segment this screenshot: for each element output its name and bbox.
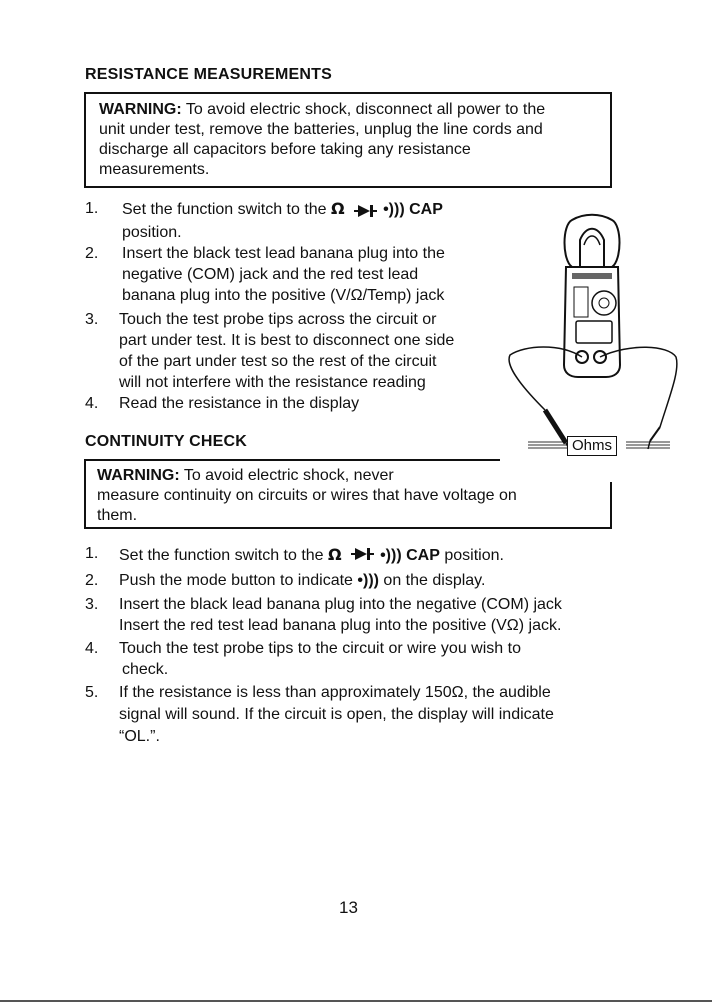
resistance-warning-line-4: measurements. [99, 161, 210, 178]
step-number: 3. [85, 596, 99, 613]
step-number: 1. [85, 200, 99, 217]
step-line: of the part under test so the rest of the circuit [119, 353, 437, 370]
continuity-step-1 [85, 543, 645, 567]
beep-symbol: •))) [357, 572, 379, 589]
resistance-step-3 [85, 309, 525, 397]
step-line: Touch the test probe tips across the circuit or [119, 311, 437, 328]
step-line: on the display. [378, 572, 486, 589]
clamp-meter-illustration [500, 205, 680, 465]
resistance-warning-box [84, 92, 612, 188]
resistance-step-1 [85, 198, 525, 244]
resistance-warning-line-2: unit under test, remove the batteries, unplug the line cords and [99, 121, 543, 138]
resistance-step-2 [85, 243, 525, 309]
continuity-heading: CONTINUITY CHECK [85, 433, 248, 450]
continuity-warning-box [84, 459, 612, 529]
continuity-warning-line-1 [97, 466, 612, 486]
beep-cap-symbols: •))) CAP [383, 201, 443, 218]
step-line: banana plug into the positive (V/Ω/Temp) jack [122, 287, 445, 304]
step-line: negative (COM) jack and the red test lead [122, 266, 419, 283]
ohm-symbol: Ω [331, 199, 345, 218]
step-line: Read the resistance in the display [119, 395, 360, 412]
warning-label: WARNING: [99, 101, 182, 118]
resistance-warning-line-1 [99, 100, 610, 120]
step-line: Insert the black test lead banana plug into the [122, 245, 445, 262]
ohms-display-label: Ohms [567, 436, 617, 456]
step-number: 4. [85, 395, 99, 412]
step-line: part under test. It is best to disconnect one side [119, 332, 455, 349]
step-line: Set the function switch to the [119, 547, 329, 564]
step-line: “OL.”. [119, 728, 160, 745]
step-line: position. [439, 547, 504, 564]
step-line: position. [122, 224, 182, 241]
resistance-warning-line-3: discharge all capacitors before taking any resistance [99, 141, 471, 158]
step-number: 5. [85, 684, 99, 701]
warning-text: To avoid electric shock, disconnect all power to the [181, 101, 546, 118]
step-line: Touch the test probe tips to the circuit or wire you wish to [119, 640, 521, 657]
continuity-warning-line-3: them. [97, 507, 138, 524]
step-line: Set the function switch to the [122, 201, 332, 218]
diode-icon [353, 200, 379, 222]
continuity-step-3 [85, 594, 645, 638]
continuity-step-2 [85, 570, 645, 592]
diode-icon [350, 543, 376, 565]
resistance-step-4 [85, 393, 525, 415]
step-line: check. [122, 661, 169, 678]
step-line: Insert the red test lead banana plug into the positive (VΩ) jack. [119, 617, 562, 634]
step-line: If the resistance is less than approximately 150Ω, the audible [119, 684, 551, 701]
step-number: 4. [85, 640, 99, 657]
step-line: signal will sound. If the circuit is open, the display will indicate [119, 706, 554, 723]
beep-cap-symbols: •))) CAP [380, 547, 440, 564]
step-number: 2. [85, 572, 99, 589]
step-text [119, 543, 504, 567]
warning-text: To avoid electric shock, never [179, 467, 394, 484]
ohm-symbol: Ω [328, 545, 342, 564]
step-number: 1. [85, 545, 99, 562]
continuity-warning-line-2: measure continuity on circuits or wires that have voltage on [97, 487, 517, 504]
bottom-rule [0, 1000, 712, 1002]
step-text [122, 198, 443, 222]
warning-label: WARNING: [97, 467, 180, 484]
step-number: 2. [85, 245, 99, 262]
step-line: Push the mode button to indicate [119, 572, 358, 589]
step-line: will not interfere with the resistance reading [119, 374, 426, 391]
step-number: 3. [85, 311, 99, 328]
continuity-step-4 [85, 638, 645, 682]
continuity-step-5 [85, 682, 645, 748]
step-text [119, 570, 485, 592]
step-line: Insert the black lead banana plug into the negative (COM) jack [119, 596, 562, 613]
resistance-heading: RESISTANCE MEASUREMENTS [85, 66, 332, 83]
page-number: 13 [339, 898, 358, 917]
